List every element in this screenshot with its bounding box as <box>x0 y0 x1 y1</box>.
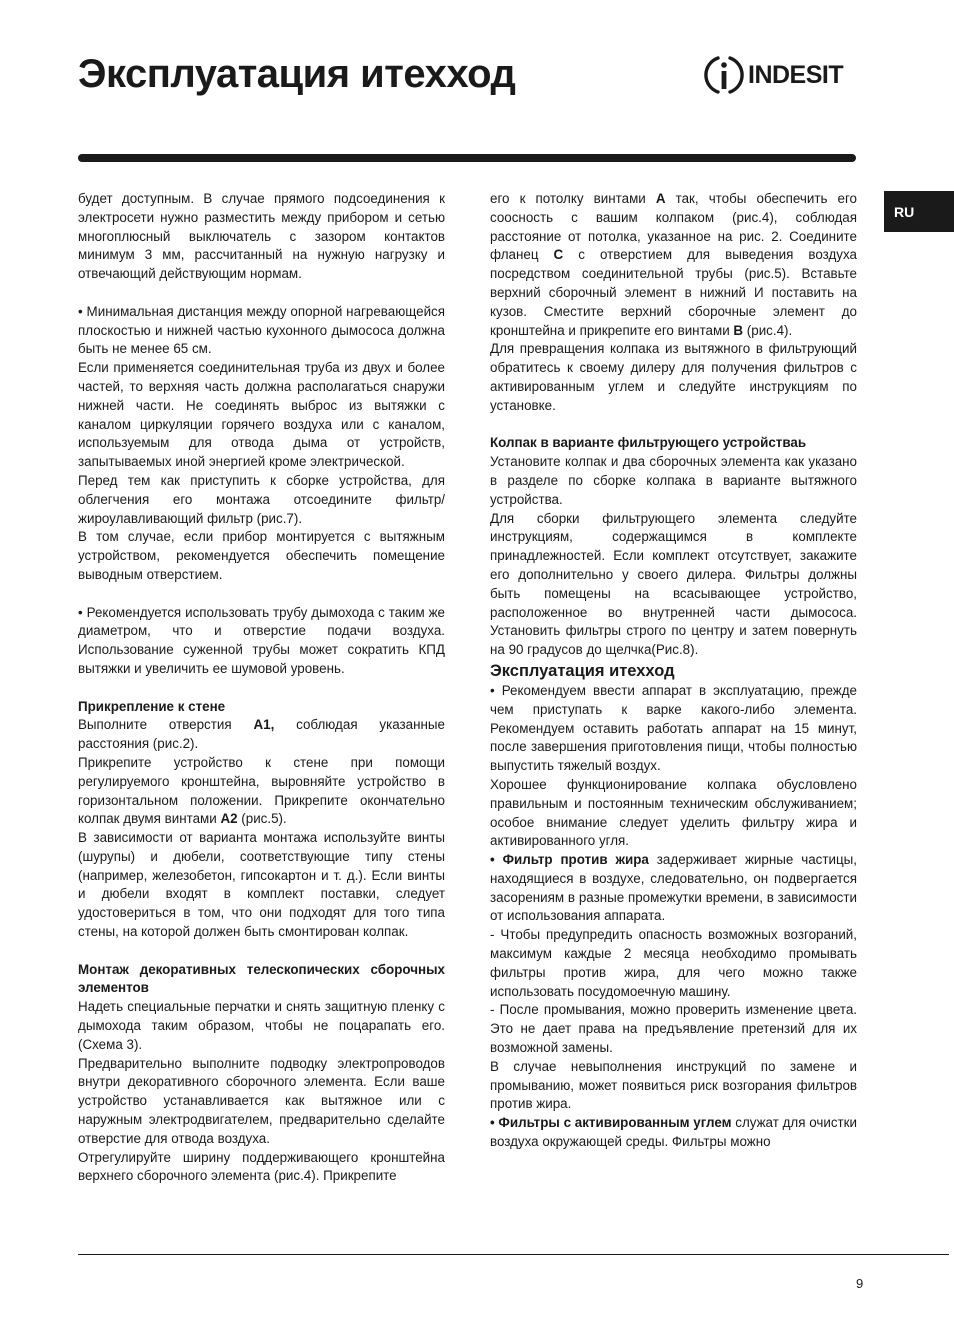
footer-divider <box>78 1254 949 1255</box>
subheading-telescopic-elements: Монтаж декоративных телескопических сборочных элементов <box>78 961 445 996</box>
paragraph: будет доступным. В случае прямого подсоединения к электросети нужно разместить между прибором и сетью многоплюсный выключатель с зазором контактов минимум 3 мм, рассчитанный на нужную нагрузку и отвечающий действующим нормам. <box>78 191 445 282</box>
paragraph: Прикрепите устройство к стене при помощи регулируемого кронштейна, выровняйте устройство в горизонтальном положении. Прикрепите окончательно колпак двумя винтами A2 (рис.5). <box>78 754 445 827</box>
paragraph: Для сборки фильтрующего элемента следуйте инструкциям, содержащимся в комплекте принадлежностей. Если комплект отсутствует, закажите его дополнительно у своего дилера. Фильтры должны быть помещены на всасывающее устройство, расположенное во внутренней части дымососа. Установить фильтры строго по центру и затем повернуть на 90 градусов до щелчка(Рис.8). <box>490 510 857 658</box>
left-column <box>78 190 445 1186</box>
paragraph: В том случае, если прибор монтируется с вытяжным устройством, рекомендуется обеспечить помещение выводным отверстием. <box>78 529 445 582</box>
right-column <box>490 190 857 1152</box>
paragraph: Предварительно выполните подводку электропроводов внутри декоративного сборочного элемента. Если ваше устройство устанавливается как вытяжное или с наружным электродвигателем, предварительно сделайте отверстие для отвода воздуха. <box>78 1055 445 1146</box>
paragraph: • Минимальная дистанция между опорной нагревающейся плоскостью и нижней частью кухонного дымососа должна быть не менее 65 см. <box>78 303 445 357</box>
paragraph: Отрегулируйте ширину поддерживающего кронштейна верхнего сборочного элемента (рис.4). Прикрепите <box>78 1149 445 1184</box>
page-title: Эксплуатация итехход <box>78 52 516 96</box>
subheading-filter-version: Колпак в варианте фильтрующего устройстваь <box>490 435 807 451</box>
paragraph: Перед тем как приступить к сборке устройства, для облегчения его монтажа отсоедините фильтр/ жироулавливающий фильтр (рис.7). <box>78 472 445 526</box>
paragraph: В случае невыполнения инструкций по замене и промыванию, может появиться риск возгорания фильтров против жира. <box>490 1058 857 1112</box>
paragraph: Хорошее функционирование колпака обусловлено правильным и постоянным техническим обслуживанием; особое внимание следует уделить фильтру жира и активированного угля. <box>490 776 857 849</box>
subheading-wall-mounting: Прикрепление к стене <box>78 698 226 714</box>
paragraph: • Фильтр против жира задерживает жирные частицы, находящиеся в воздухе, следовательно, он подвергается засорениям в разные промежутки времени, в зависимости от использования аппарата. <box>490 852 857 924</box>
paragraph: • Рекомендуется использовать трубу дымохода с таким же диаметром, что и отверстие подачи воздуха. Использование суженной трубы может сократить КПД вытяжки и увеличить ее шумовой уровень. <box>78 604 445 676</box>
paragraph: Надеть специальные перчатки и снять защитную пленку с дымохода таким образом, чтобы не поцарапать его. (Схема 3). <box>78 999 445 1052</box>
brand-logo <box>704 52 866 98</box>
paragraph: • Фильтры с активированным углем служат для очистки воздуха окружающей среды. Фильтры можно <box>490 1115 857 1150</box>
section-title: Эксплуатация итехход <box>490 661 675 680</box>
paragraph: В зависимости от варианта монтажа используйте винты (шурупы) и дюбели, соответствующие типу стены (например, железобетон, гипсокартон и т. д.). Если винты и дюбели входят в комплект поставки, следует удостовериться в том, что они подходят для того типа стены, на которой должен быть смонтирован колпак. <box>78 830 445 940</box>
paragraph: - Чтобы предупредить опасность возможных возгораний, максимум каждые 2 месяца необходимо промывать фильтры против жира, для чего можно также использовать посудомоечную машину. <box>490 927 857 999</box>
page-number: 9 <box>856 1276 864 1291</box>
paragraph: Выполните отверстия A1, соблюдая указанные расстояния (рис.2). <box>78 717 445 752</box>
paragraph: его к потолку винтами A так, чтобы обеспечить его соосность с вашим колпаком (рис.4), соблюдая расстояние от потолка, указанное на рис. 2. Соедините фланец C с отверстием для выведения воздуха посредством соединительной трубы (рис.5). Вставьте верхний сборочный элемент в нижний И поставить на кузов. Сместите верхний сборочные элемент до кронштейна и прикрепите его винтами B (рис.4). <box>490 191 857 338</box>
language-tab[interactable]: RU <box>884 191 954 232</box>
brand-name: INDESIT <box>748 60 844 89</box>
paragraph: Если применяется соединительная труба из двух и более частей, то верхняя часть должна располагаться снаружи нижней части. Не соединять выброс из вытяжки с каналом циркуляции горячего воздуха или с каналом, используемым для отвода дыма от устройств, запытываемых иной энергией кроме электрической. <box>78 360 445 470</box>
paragraph: Для превращения колпака из вытяжного в фильтрующий обратитесь к своему дилеру для получения фильтров с активированным углем и следуйте инструкциям по установке. <box>490 341 857 413</box>
paragraph: • Рекомендуем ввести аппарат в эксплуатацию, прежде чем приступать к варке какого-либо элемента. Рекомендуем оставить работать аппарат на 15 минут, после завершения приготовления пищи, чтобы полностью выпустить тяжелый воздух. <box>490 682 857 774</box>
header-divider <box>78 154 856 162</box>
paragraph: Установите колпак и два сборочных элемента как указано в разделе по сборке колпака в варианте вытяжного устройства. <box>490 454 857 507</box>
info-circle-icon <box>704 52 744 98</box>
paragraph: - После промывания, можно проверить изменение цвета. Это не дает права на предъявление претензий для их возможной замены. <box>490 1002 857 1056</box>
